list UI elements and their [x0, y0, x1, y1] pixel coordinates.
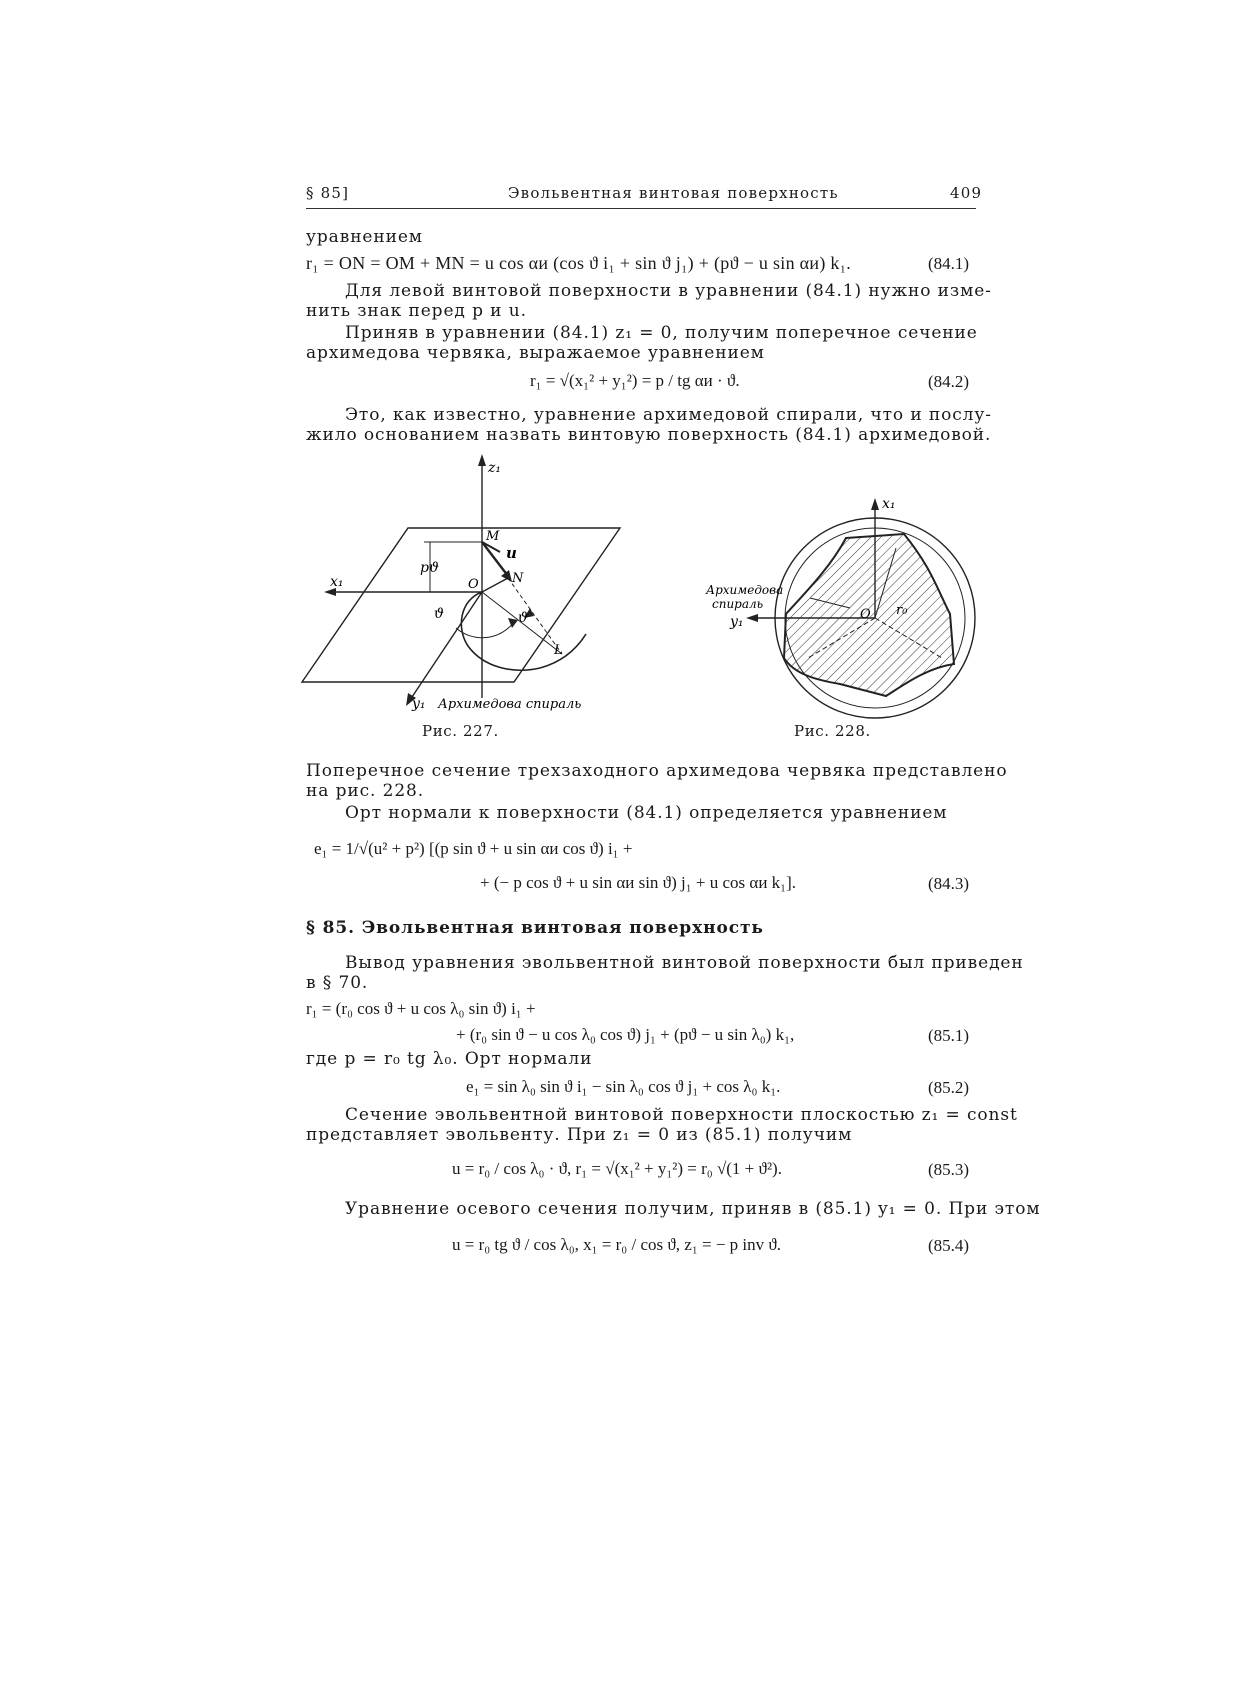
equation-number: (84.2): [928, 372, 970, 391]
theta-label-2: ϑ: [518, 610, 529, 626]
equation-number: (84.3): [928, 874, 970, 893]
paragraph-line: архимедова червяка, выражаемое уравнением: [306, 343, 765, 363]
y-axis: [410, 592, 482, 700]
y-label: y₁: [412, 696, 426, 712]
M-label: M: [486, 529, 500, 544]
z-label: z₁: [488, 460, 501, 476]
paragraph-line: Приняв в уравнении (84.1) z₁ = 0, получим поперечное сечение: [345, 323, 978, 343]
r0-label: r₀: [896, 603, 908, 618]
equation-84-1: r₁ = ON = OM + MN = u cos αи (cos ϑ i₁ + sin ϑ j₁) + (pϑ − u sin αи) k₁.: [306, 253, 852, 273]
figure-227: [300, 450, 640, 720]
paragraph-line: в § 70.: [306, 973, 369, 993]
equation-number: (85.1): [928, 1026, 970, 1045]
x-label: x₁: [330, 574, 344, 590]
O-label: O: [860, 607, 871, 622]
spiral-label: Архимедова спираль: [438, 697, 582, 712]
equation-85-1-line1: r₁ = (r₀ cos ϑ + u cos λ₀ sin ϑ) i₁ +: [306, 999, 536, 1018]
equation-85-2: e₁ = sin λ₀ sin ϑ i₁ − sin λ₀ cos ϑ j₁ + cos λ₀ k₁.: [466, 1077, 781, 1096]
paragraph-line: представляет эвольвенту. При z₁ = 0 из (85.1) получим: [306, 1125, 853, 1145]
u-label: u: [506, 544, 517, 562]
spiral-label-2: спираль: [712, 597, 764, 611]
paragraph-line: Для левой винтовой поверхности в уравнении (84.1) нужно изме-: [345, 281, 992, 301]
equation-number: (85.4): [928, 1236, 970, 1255]
paragraph-line: Это, как известно, уравнение архимедовой спирали, что и послу-: [345, 405, 992, 425]
u-vector: [482, 542, 508, 576]
paragraph-line: жило основанием назвать винтовую поверхность (84.1) архимедовой.: [306, 425, 992, 445]
figure-227-caption: Рис. 227.: [422, 722, 499, 740]
equation-number: (85.2): [928, 1078, 970, 1097]
paragraph-line: Вывод уравнения эвольвентной винтовой поверхности был приведен: [345, 953, 1024, 973]
spiral-label-1: Архимедова: [706, 583, 784, 597]
theta-label: ϑ: [434, 606, 445, 622]
paragraph-line: нить знак перед p и u.: [306, 301, 527, 321]
header-rule: [306, 208, 976, 209]
equation-number: (85.3): [928, 1160, 970, 1179]
paragraph-line: на рис. 228.: [306, 781, 425, 801]
text-line: уравнением: [306, 227, 423, 247]
plane: [302, 528, 620, 682]
equation-number: (84.1): [928, 254, 970, 273]
p-theta-label: pϑ: [420, 560, 439, 576]
N-label: N: [512, 571, 524, 586]
O-label: O: [468, 577, 479, 592]
running-header-section: § 85]: [306, 184, 350, 202]
equation-84-3-line2: + (− p cos ϑ + u sin αи sin ϑ) j₁ + u cos αи k₁].: [480, 873, 797, 892]
paragraph-line: Уравнение осевого сечения получим, приняв в (85.1) y₁ = 0. При этом: [345, 1199, 1041, 1219]
equation-85-3: u = r₀ / cos λ₀ · ϑ, r₁ = √(x₁² + y₁²) = r₀ √(1 + ϑ²).: [452, 1159, 782, 1178]
figure-228-caption: Рис. 228.: [794, 722, 871, 740]
equation-85-1-line2: + (r₀ sin ϑ − u cos λ₀ cos ϑ) j₁ + (pϑ − u sin λ₀) k₁,: [456, 1025, 795, 1044]
section-heading: § 85. Эвольвентная винтовая поверхность: [306, 918, 764, 938]
paragraph-line: Орт нормали к поверхности (84.1) определяется уравнением: [345, 803, 948, 823]
y-label: y₁: [730, 614, 744, 630]
equation-84-3-line1: e₁ = 1/√(u² + p²) [(p sin ϑ + u sin αи cos ϑ) i₁ +: [314, 839, 633, 858]
paragraph-line: где p = r₀ tg λ₀. Орт нормали: [306, 1049, 593, 1069]
equation-84-2: r₁ = √(x₁² + y₁²) = p / tg αи · ϑ.: [530, 371, 740, 390]
paragraph-line: Сечение эвольвентной винтовой поверхности плоскостью z₁ = const: [345, 1105, 1018, 1125]
z-arrowhead: [478, 454, 486, 466]
equation-85-4: u = r₀ tg ϑ / cos λ₀, x₁ = r₀ / cos ϑ, z₁ = − p inv ϑ.: [452, 1235, 782, 1254]
figure-228: [690, 490, 990, 725]
L-label: L: [554, 643, 563, 658]
paragraph-line: Поперечное сечение трехзаходного архимедова червяка представлено: [306, 761, 1008, 781]
running-header-title: Эвольвентная винтовая поверхность: [508, 184, 839, 202]
x-label: x₁: [882, 496, 896, 512]
page-number: 409: [950, 184, 983, 202]
